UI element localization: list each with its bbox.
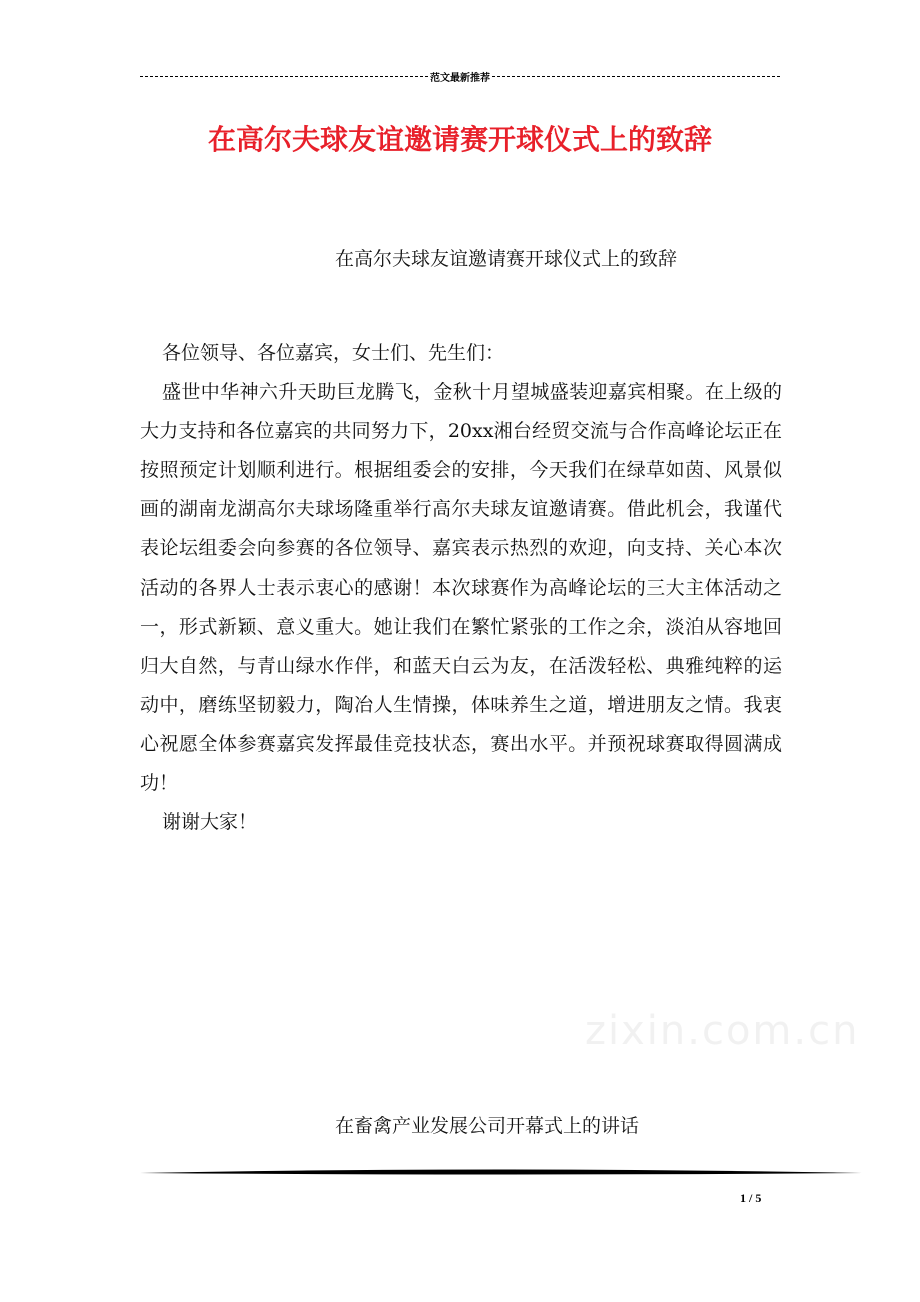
closing-paragraph: 谢谢大家！: [162, 811, 258, 834]
header-dash-left: [140, 76, 428, 77]
next-section-title: 在畜禽产业发展公司开幕式上的讲话: [335, 1115, 640, 1137]
watermark: zixin.com.cn: [585, 1008, 860, 1054]
header-dash-right: [492, 76, 780, 77]
main-paragraph: 盛世中华神六升天助巨龙腾飞，金秋十月望城盛装迎嘉宾相聚。在上级的大力支持和各位嘉宾的共同努力下，20xx湘台经贸交流与合作高峰论坛正在按照预定计划顺利进行。根据组委会的安排，今天我们在绿草如茵、风景似画的湖南龙湖高尔夫球场隆重举行高尔夫球友谊邀请赛。借此机会，我谨代表论坛组委会向参赛的各位领导、嘉宾表示热烈的欢迎，向支持、关心本次活动的各界人士表示衷心的感谢！本次球赛作为高峰论坛的三大主体活动之一，形式新颖、意义重大。她让我们在繁忙紧张的工作之余，淡泊从容地回归大自然，与青山绿水作伴，和蓝天白云为友，在活泼轻松、典雅纯粹的运动中，磨练坚韧毅力，陶冶人生情操，体味养生之道，增进朋友之情。我衷心祝愿全体参赛嘉宾发挥最佳竞技状态，赛出水平。并预祝球赛取得圆满成功！: [140, 381, 782, 795]
page-number: 1 / 5: [740, 1191, 762, 1205]
greeting-paragraph: 各位领导、各位嘉宾，女士们、先生们：: [162, 342, 505, 364]
footer-rule: [140, 1166, 862, 1180]
page-header: [140, 68, 780, 84]
header-label: 范文最新推荐: [430, 72, 490, 84]
document-title: 在高尔夫球友谊邀请赛开球仪式上的致辞: [207, 123, 712, 156]
document-body: [140, 334, 782, 842]
document-subtitle: 在高尔夫球友谊邀请赛开球仪式上的致辞: [335, 248, 678, 270]
